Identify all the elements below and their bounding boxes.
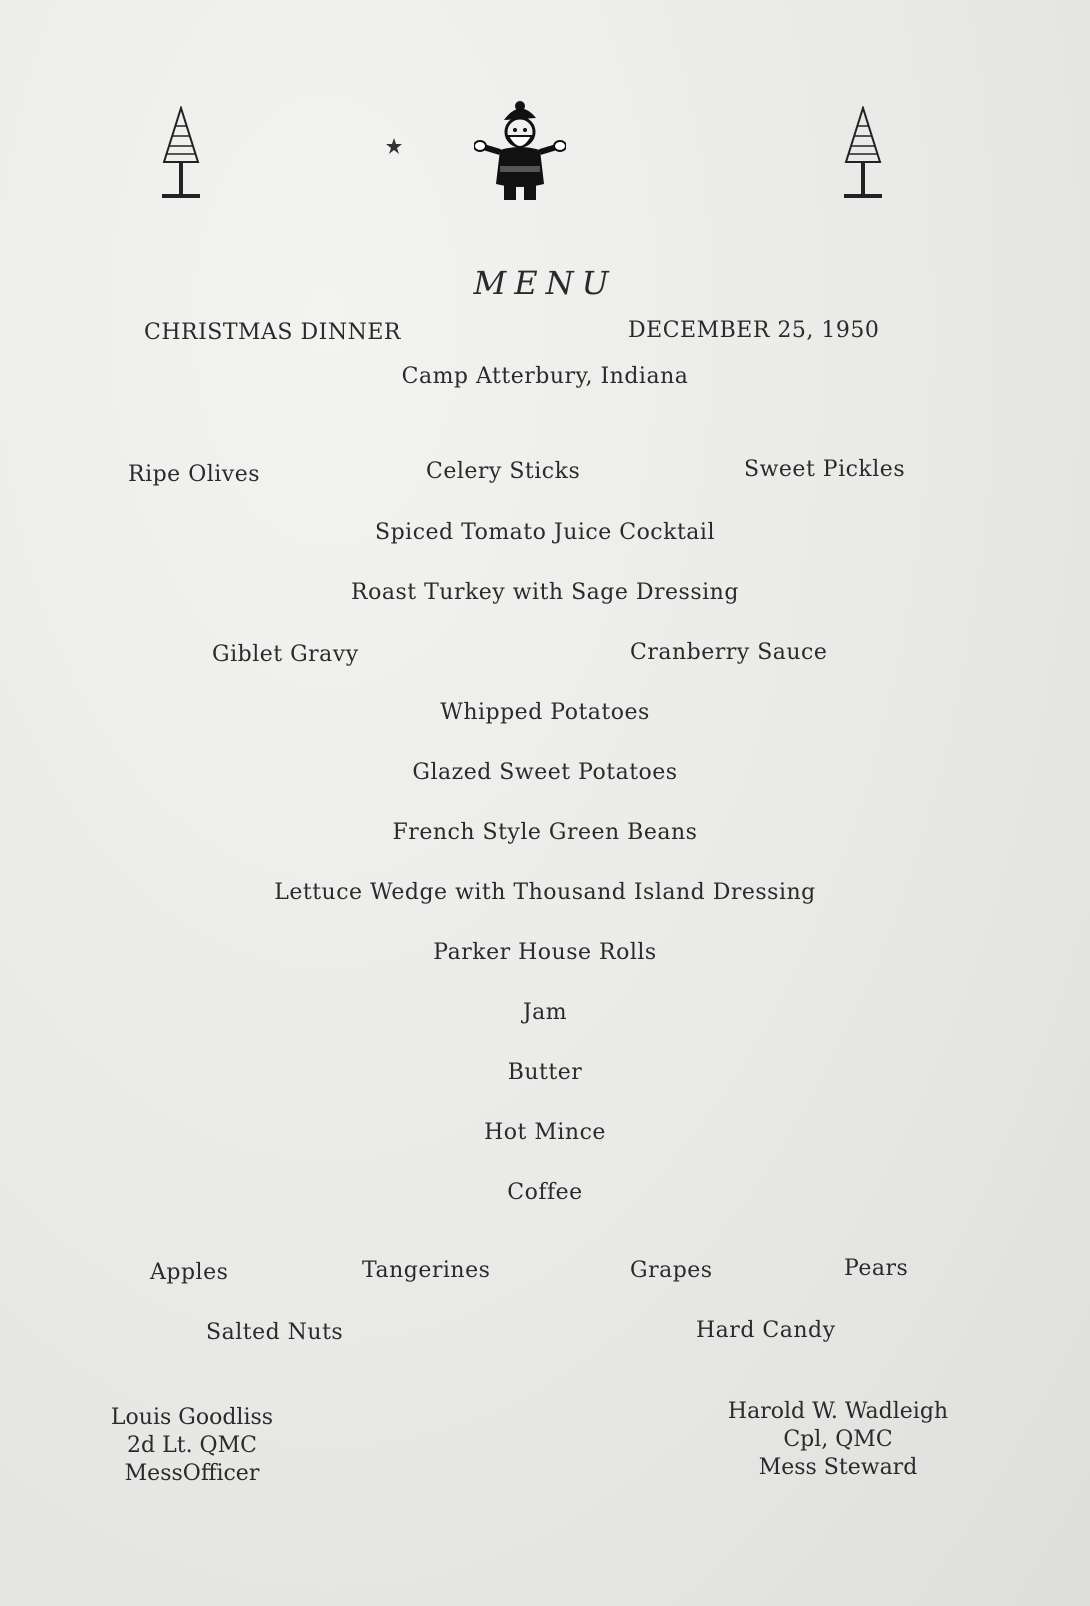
signature-name: Louis Goodliss [110,1405,274,1430]
location: Camp Atterbury, Indiana [401,364,689,389]
menu-item: French Style Green Beans [392,820,698,845]
signature-role: MessOfficer [124,1461,260,1486]
signature-rank: 2d Lt. QMC [127,1433,257,1458]
menu-item: Cranberry Sauce [630,640,828,665]
occasion: CHRISTMAS DINNER [144,320,401,345]
christmas-tree-icon [840,106,886,202]
santa-icon [474,100,566,204]
menu-item: Coffee [507,1180,583,1205]
menu-item: Sweet Pickles [744,457,906,482]
menu-item: Butter [507,1060,583,1085]
menu-item: Celery Sticks [426,459,581,484]
menu-item: Ripe Olives [128,462,261,487]
menu-item: Jam [522,1000,568,1025]
menu-item: Spiced Tomato Juice Cocktail [375,520,715,545]
menu-item: Tangerines [362,1258,491,1283]
date: DECEMBER 25, 1950 [628,318,880,343]
menu-item: Giblet Gravy [212,642,359,667]
signature-role: Mess Steward [758,1455,918,1480]
page-title: MENU [473,264,617,302]
menu-item: Salted Nuts [206,1320,344,1345]
menu-item: Grapes [630,1258,713,1283]
menu-item: Hot Mince [484,1120,606,1145]
menu-item: Whipped Potatoes [440,700,650,725]
star-icon [386,138,402,154]
menu-item: Lettuce Wedge with Thousand Island Dressing [274,880,816,905]
signature-name: Harold W. Wadleigh [727,1399,949,1424]
menu-item: Roast Turkey with Sage Dressing [351,580,739,605]
signature-right [702,1398,974,1482]
christmas-tree-icon [158,106,204,202]
menu-item: Hard Candy [696,1318,836,1343]
menu-item: Parker House Rolls [433,940,657,965]
signature-rank: Cpl, QMC [783,1427,893,1452]
signature-left [92,1404,292,1488]
menu-item: Apples [150,1260,229,1285]
menu-item: Pears [844,1256,909,1281]
menu-item: Glazed Sweet Potatoes [412,760,678,785]
